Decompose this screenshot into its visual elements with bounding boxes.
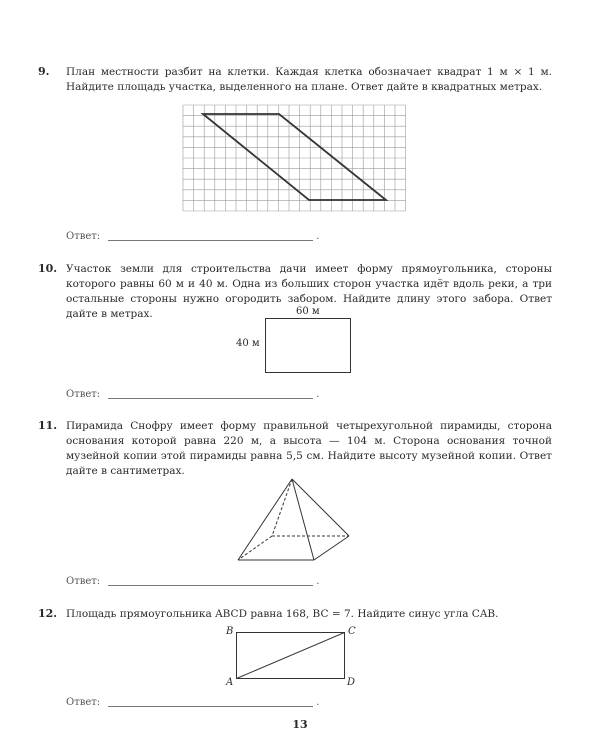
answer-label: Ответ: xyxy=(66,231,101,242)
pyramid-hidden-edge xyxy=(272,479,292,536)
plot-rectangle xyxy=(266,319,351,373)
answer-input-line[interactable] xyxy=(108,240,313,241)
rectangle-plot-figure xyxy=(265,318,355,374)
grid-plan-figure xyxy=(183,105,409,213)
answer-input-line[interactable] xyxy=(108,585,313,586)
rectangle-abcd-figure xyxy=(236,632,348,682)
pyramid-hidden-base-left xyxy=(238,536,272,560)
point-a-label: A xyxy=(226,677,234,688)
answer-10: Ответ: . xyxy=(66,389,320,400)
page-number: 13 xyxy=(292,718,308,731)
point-d-label: D xyxy=(347,677,356,688)
problem-number: 9. xyxy=(38,65,50,78)
diagonal-ac xyxy=(237,633,345,679)
rect-width-label: 60 м xyxy=(296,306,320,317)
problem-text: План местности разбит на клетки. Каждая клетка обозначает квадрат 1 м × 1 м. Найдите площадь участка, выделенного на плане. Ответ дайте в квадратных метрах. xyxy=(66,66,552,93)
problem-text: Пирамида Снофру имеет форму правильной четырехугольной пирамиды, сторона основания которой равна 220 м, а высота — 104 м. Сторона основания точной музейной копии этой пирамиды равна 5,5 см. Найдите высоту музейной копии. Ответ дайте в сантиметрах. xyxy=(66,420,552,477)
problem-number: 11. xyxy=(38,419,58,432)
grid-lines xyxy=(183,105,406,211)
answer-input-line[interactable] xyxy=(108,398,313,399)
answer-label: Ответ: xyxy=(66,697,101,708)
point-b-label: B xyxy=(226,626,234,637)
point-c-label: C xyxy=(348,626,356,637)
pyramid-base-right xyxy=(314,536,349,560)
answer-input-line[interactable] xyxy=(108,706,313,707)
pyramid-edge-front xyxy=(292,479,314,560)
problem-text: Участок земли для строительства дачи имеет форму прямоугольника, стороны которого равны 60 м и 40 м. Одна из больших сторон участка идёт вдоль реки, а три остальные стороны нужно огородить забором. Найдите длину этого забора. Ответ дайте в метрах. xyxy=(66,263,552,320)
answer-11: Ответ: . xyxy=(66,576,320,587)
pyramid-edge-right xyxy=(292,479,349,536)
answer-label: Ответ: xyxy=(66,576,101,587)
pyramid-edge-left xyxy=(238,479,292,560)
rect-height-label: 40 м xyxy=(236,338,260,349)
answer-12: Ответ: . xyxy=(66,697,320,708)
problem-number: 10. xyxy=(38,262,58,275)
answer-9: Ответ: . xyxy=(66,231,320,242)
problem-number: 12. xyxy=(38,607,58,620)
answer-label: Ответ: xyxy=(66,389,101,400)
pyramid-figure xyxy=(236,476,361,568)
problem-text: Площадь прямоугольника ABCD равна 168, BC = 7. Найдите синус угла CAB. xyxy=(66,608,499,620)
highlighted-plot xyxy=(203,114,386,200)
